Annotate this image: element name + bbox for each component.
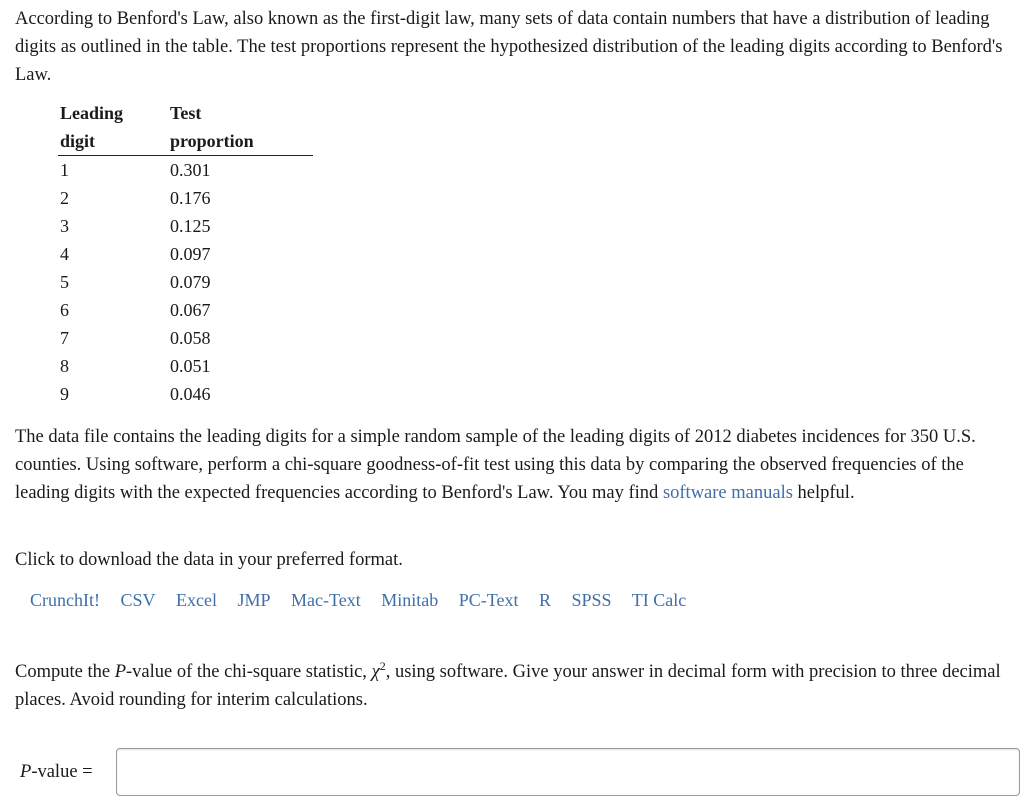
software-manuals-link[interactable]: software manuals xyxy=(662,483,793,503)
download-prompt: Click to download the data in your preferred format. xyxy=(15,550,403,570)
proportion-cell: 0.046 xyxy=(170,384,211,404)
download-spss-link[interactable]: SPSS xyxy=(571,590,612,610)
proportion-cell: 0.097 xyxy=(170,244,211,264)
table-row xyxy=(58,212,313,240)
proportion-cell: 0.125 xyxy=(170,216,211,236)
download-crunchit-link[interactable]: CrunchIt! xyxy=(30,590,100,610)
download-format-links xyxy=(30,587,686,613)
table-row xyxy=(58,324,313,352)
download-pc-text-link[interactable]: PC-Text xyxy=(458,590,519,610)
leading-digit-cell: 1 xyxy=(60,160,69,180)
p-value-label: P-value = xyxy=(20,762,93,782)
table-row xyxy=(58,296,313,324)
download-r-link[interactable]: R xyxy=(538,590,551,610)
download-mac-text-link[interactable]: Mac-Text xyxy=(291,590,361,610)
proportion-cell: 0.176 xyxy=(170,188,211,208)
download-csv-link[interactable]: CSV xyxy=(120,590,156,610)
download-ti-calc-link[interactable]: TI Calc xyxy=(631,590,687,610)
proportion-cell: 0.058 xyxy=(170,328,211,348)
leading-digit-cell: 7 xyxy=(60,328,69,348)
download-excel-link[interactable]: Excel xyxy=(176,590,217,610)
p-value-input[interactable] xyxy=(116,748,1020,796)
leading-digit-header: Leading digit xyxy=(58,99,170,156)
leading-digit-cell: 3 xyxy=(60,216,69,236)
benford-table xyxy=(58,99,313,408)
leading-digit-cell: 5 xyxy=(60,272,69,292)
leading-digit-cell: 8 xyxy=(60,356,69,376)
table-row xyxy=(58,156,313,185)
test-proportion-header: Test proportion xyxy=(170,99,313,156)
leading-digit-cell: 2 xyxy=(60,188,69,208)
compute-instructions: Compute the P-value of the chi-square statistic, $\chi^2$, using software. Give your answer in decimal form with precision to three decimal places. Avoid rounding for interim calculations. xyxy=(15,659,1001,711)
table-row xyxy=(58,240,313,268)
leading-digit-cell: 9 xyxy=(60,384,69,404)
download-jmp-link[interactable]: JMP xyxy=(237,590,271,610)
download-minitab-link[interactable]: Minitab xyxy=(381,590,439,610)
leading-digit-cell: 6 xyxy=(60,300,69,320)
proportion-cell: 0.079 xyxy=(170,272,211,292)
table-row xyxy=(58,352,313,380)
proportion-cell: 0.301 xyxy=(170,160,211,180)
proportion-cell: 0.051 xyxy=(170,356,211,376)
data-description-paragraph: The data file contains the leading digits for a simple random sample of the leading digits of 2012 diabetes incidences for 350 U.S. counties. Using software, perform a chi-square goodness-of-fit test using this data by comparing the observed frequencies of the leading digits with the expected frequencies according to Benford's Law. You may find software manuals helpful. xyxy=(15,427,976,503)
table-row xyxy=(58,268,313,296)
proportion-cell: 0.067 xyxy=(170,300,211,320)
leading-digit-cell: 4 xyxy=(60,244,69,264)
table-row xyxy=(58,380,313,408)
table-header-row xyxy=(58,99,313,156)
table-row xyxy=(58,184,313,212)
chi-symbol: χ xyxy=(371,662,380,683)
intro-paragraph: According to Benford's Law, also known as the first-digit law, many sets of data contain numbers that have a distribution of leading digits as outlined in the table. The test proportions represent the hypothesized distribution of the leading digits according to Benford's Law. xyxy=(15,9,1003,85)
